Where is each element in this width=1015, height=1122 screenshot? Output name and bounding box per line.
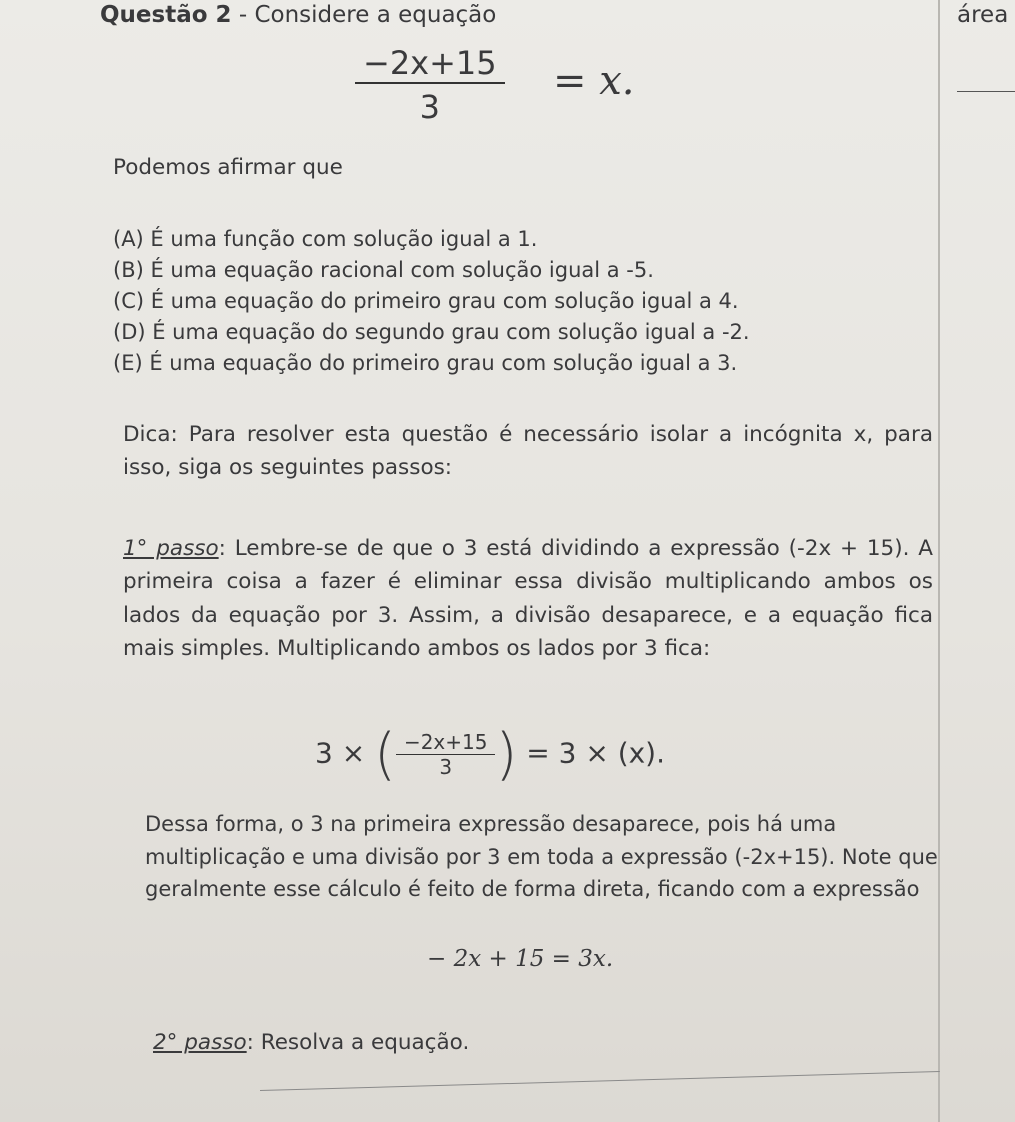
- main-equation-rhs: = x.: [553, 58, 635, 104]
- hint-label: Dica: [123, 422, 171, 447]
- option-d: (D) É uma equação do segundo grau com solução igual a -2.: [113, 320, 750, 344]
- close-paren: ): [495, 722, 518, 787]
- step2-paragraph: [153, 1030, 469, 1055]
- step1-result-equation: − 2x + 15 = 3x.: [427, 946, 614, 972]
- margin-rule: [938, 0, 940, 1122]
- step2-label: 2° passo: [153, 1030, 247, 1055]
- question-prompt: Podemos afirmar que: [113, 155, 343, 180]
- fraction-bar: [355, 82, 505, 84]
- hint-text: : Para resolver esta questão é necessário isolar a incógnita x, para isso, siga os seguintes passos:: [123, 422, 933, 481]
- main-equation-fraction: [355, 44, 505, 126]
- step1-equation-numerator: −2x+15: [403, 729, 488, 754]
- step1-text: : Lembre-se de que o 3 está dividindo a expressão (-2x + 15). A primeira coisa a fazer é eliminar essa divisão multiplicando ambos os lados da equação por 3. Assim, a divisão desaparece, e a equação fica mais simples. Multiplicando ambos os lados por 3 fica:: [123, 536, 933, 661]
- step1-equation-left-factor: 3 ×: [315, 736, 366, 770]
- option-e: (E) É uma equação do primeiro grau com solução igual a 3.: [113, 351, 738, 375]
- option-b: (B) É uma equação racional com solução igual a -5.: [113, 258, 654, 282]
- step1-equation-denominator: 3: [439, 755, 453, 780]
- main-equation-denominator: 3: [419, 88, 440, 126]
- step1-label: 1° passo: [123, 536, 219, 561]
- step2-text: : Resolva a equação.: [246, 1030, 470, 1055]
- question-title: [100, 2, 496, 28]
- option-a: (A) É uma função com solução igual a 1.: [113, 227, 538, 251]
- question-title-text: - Considere a equação: [231, 2, 497, 28]
- step1-explanation: Dessa forma, o 3 na primeira expressão desaparece, pois há uma multiplicação e uma divisão por 3 em toda a expressão (-2x+15). Note que geralmente esse cálculo é feito de forma direta, ficando com a expressão: [145, 812, 938, 902]
- area-label: área: [957, 2, 1009, 28]
- question-number: Questão 2: [100, 2, 232, 28]
- step1-equation-rhs: = 3 × (x).: [526, 736, 666, 770]
- step1-equation: [315, 722, 665, 787]
- answer-line: [260, 1071, 940, 1091]
- area-answer-line: [957, 91, 1015, 92]
- hint-paragraph: [123, 418, 933, 485]
- option-c: (C) É uma equação do primeiro grau com solução igual a 4.: [113, 289, 739, 313]
- step1-paragraph: [123, 532, 933, 665]
- main-equation-numerator: −2x+15: [363, 44, 497, 82]
- open-paren: (: [374, 722, 396, 787]
